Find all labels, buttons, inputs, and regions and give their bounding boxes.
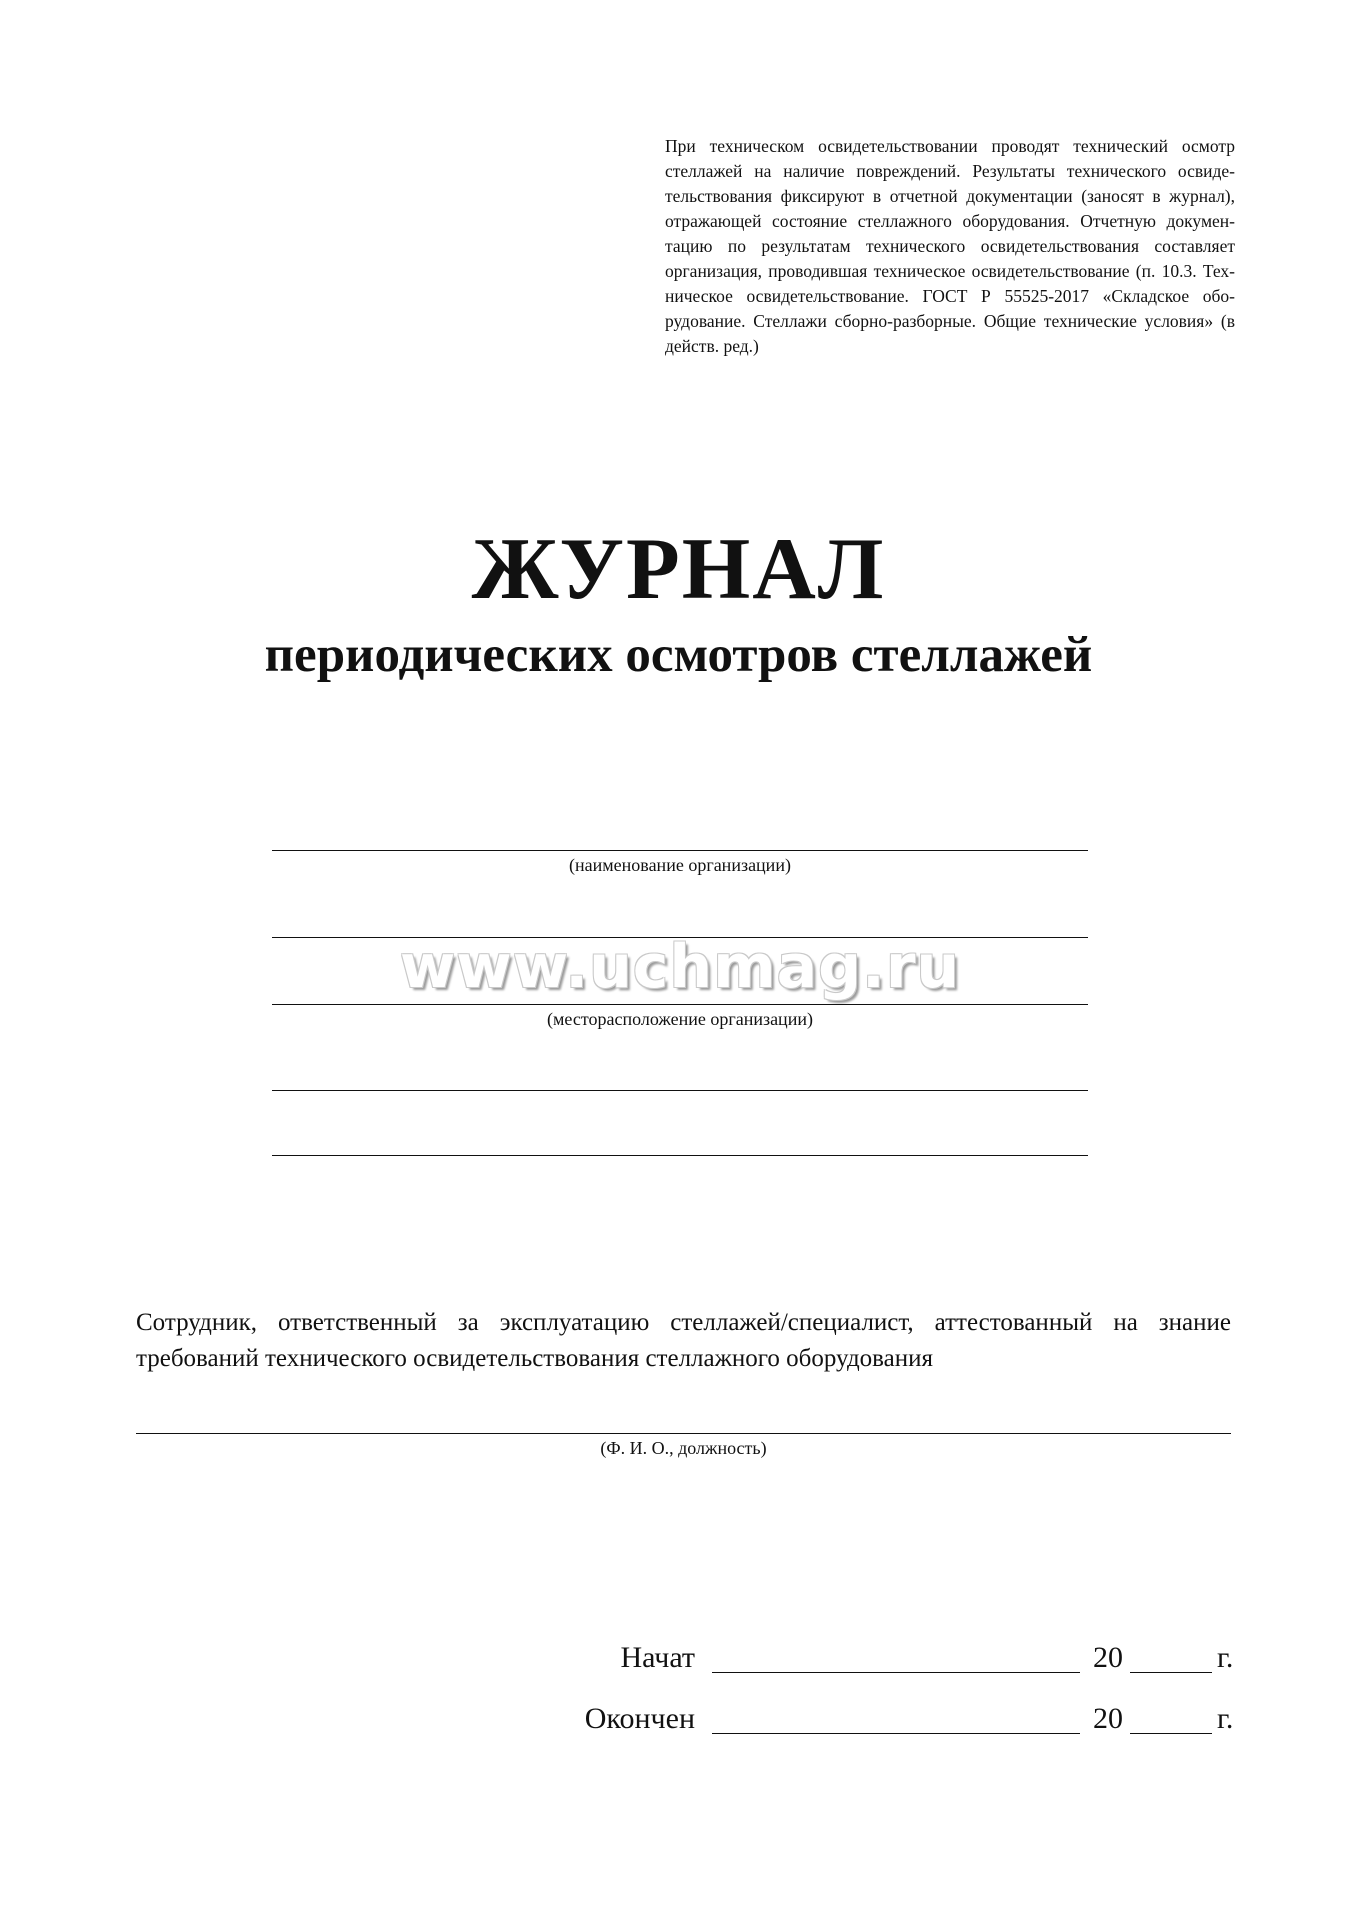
started-year-suffix: г. — [1217, 1641, 1234, 1674]
extra-line-2 — [272, 1155, 1088, 1156]
ended-date-blank[interactable] — [712, 1697, 1080, 1734]
started-row — [520, 1636, 1235, 1680]
watermark: www.uchmag.ru — [399, 932, 961, 1002]
organization-name-line — [272, 850, 1088, 851]
employee-name-caption: (Ф. И. О., должность) — [600, 1438, 767, 1458]
journal-subtitle: периодических осмотров стеллажей — [264, 627, 1093, 683]
organization-location-line-2 — [272, 1004, 1088, 1005]
organization-location-caption: (месторасположение организации) — [547, 1009, 813, 1029]
ended-year-suffix: г. — [1217, 1702, 1234, 1735]
ended-label: Окончен — [584, 1702, 695, 1735]
ended-year-blank[interactable] — [1130, 1697, 1212, 1734]
started-century: 20 — [1093, 1641, 1123, 1674]
employee-name-line — [136, 1433, 1231, 1434]
ended-row — [520, 1697, 1235, 1741]
regulation-note: При техническом освидетельствовании проводят технический осмотр стеллажей на наличие повреждений. Результаты технического освидетельствования фиксируют в отчетной документации (заносят в журнал), отражающей состояние стеллажного оборудования. Отчетную документацию по результатам технического освидетельствования составляет организация, проводившая техническое освидетельствование (п. 10.3. Техническое освидетельствование. ГОСТ Р 55525-2017 «Складское оборудование. Стеллажи сборно-разборные. Общие технические условия» (в действ. ред.) — [665, 136, 1235, 356]
extra-line-1 — [272, 1090, 1088, 1091]
started-date-blank[interactable] — [712, 1636, 1080, 1673]
journal-title: ЖУРНАЛ — [471, 521, 886, 618]
responsible-employee-text: Сотрудник, ответственный за эксплуатацию стеллажей/специалист, аттестованный на знание требований технического освидетельствования стеллажного оборудования — [136, 1309, 1231, 1372]
ended-century: 20 — [1093, 1702, 1123, 1735]
organization-name-caption: (наименование организации) — [569, 855, 791, 875]
started-label: Начат — [620, 1641, 695, 1674]
started-year-blank[interactable] — [1130, 1636, 1212, 1673]
